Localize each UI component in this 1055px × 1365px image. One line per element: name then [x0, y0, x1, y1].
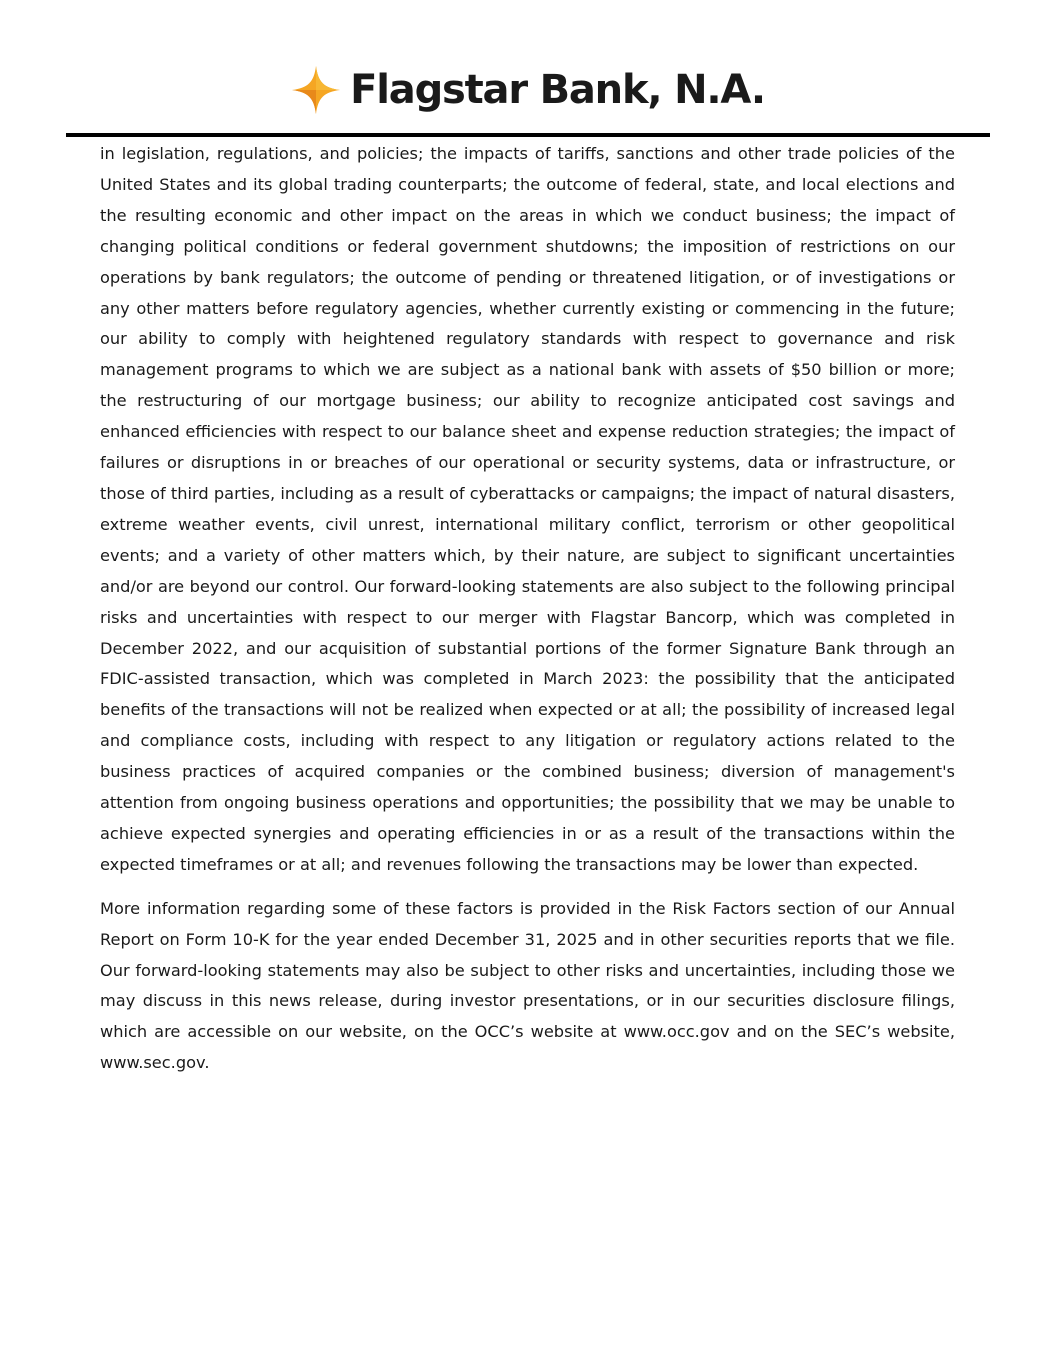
paragraph-risk-factors-continued: in legislation, regulations, and policies; the impacts of tariffs, sanctions and other trade policies of the United States and its global trading counterparts; the outcome of federal, state, and local elections and the resulting economic and other impact on the areas in which we conduct business; the impact of changing political conditions or federal government shutdowns; the imposition of restrictions on our operations by bank regulators; the outcome of pending or threatened litigation, or of investigations or any other matters before regulatory agencies, whether currently existing or commencing in the future; our ability to comply with heightened regulatory standards with respect to governance and risk management programs to which we are subject as a national bank with assets of $50 billion or more; the restructuring of our mortgage business; our ability to recognize anticipated cost savings and enhanced efficiencies with respect to our balance sheet and expense reduction strategies; the impact of failures or disruptions in or breaches of our operational or security systems, data or infrastructure, or those of third parties, including as a result of cyberattacks or campaigns; the impact of natural disasters, extreme weather events, civil unrest, international military conflict, terrorism or other geopolitical events; and a variety of other matters which, by their nature, are subject to significant uncertainties and/or are beyond our control. Our forward-looking statements are also subject to the following principal risks and uncertainties with respect to our merger with Flagstar Bancorp, which was completed in December 2022, and our acquisition of substantial portions of the former Signature Bank through an FDIC-assisted transaction, which was completed in March 2023: the possibility that the anticipated benefits of the transactions will not be realized when expected or at all; the possibility of increased legal and compliance costs, including with respect to any litigation or regulatory actions related to the business practices of acquired companies or the combined business; diversion of management's attention from ongoing business operations and opportunities; the possibility that we may be unable to achieve expected synergies and operating efficiencies in or as a result of the transactions within the expected timeframes or at all; and revenues following the transactions may be lower than expected.: [100, 144, 955, 874]
brand-name: Flagstar Bank, N.A.: [350, 67, 765, 113]
paragraph-more-information: More information regarding some of these factors is provided in the Risk Factors section of our Annual Report on Form 10-K for the year ended December 31, 2025 and in other securities reports that we file. Our forward-looking statements may also be subject to other risks and uncertainties, including those we may discuss in this news release, during investor presentations, or in our securities disclosure filings, which are accessible on our website, on the OCC’s website at www.occ.gov and on the SEC’s website, www.sec.gov.: [100, 898, 955, 1073]
document-body: [100, 139, 955, 1079]
flagstar-star-logo-icon: [290, 64, 342, 116]
page-header: [0, 58, 1055, 122]
header-divider: [66, 133, 990, 137]
